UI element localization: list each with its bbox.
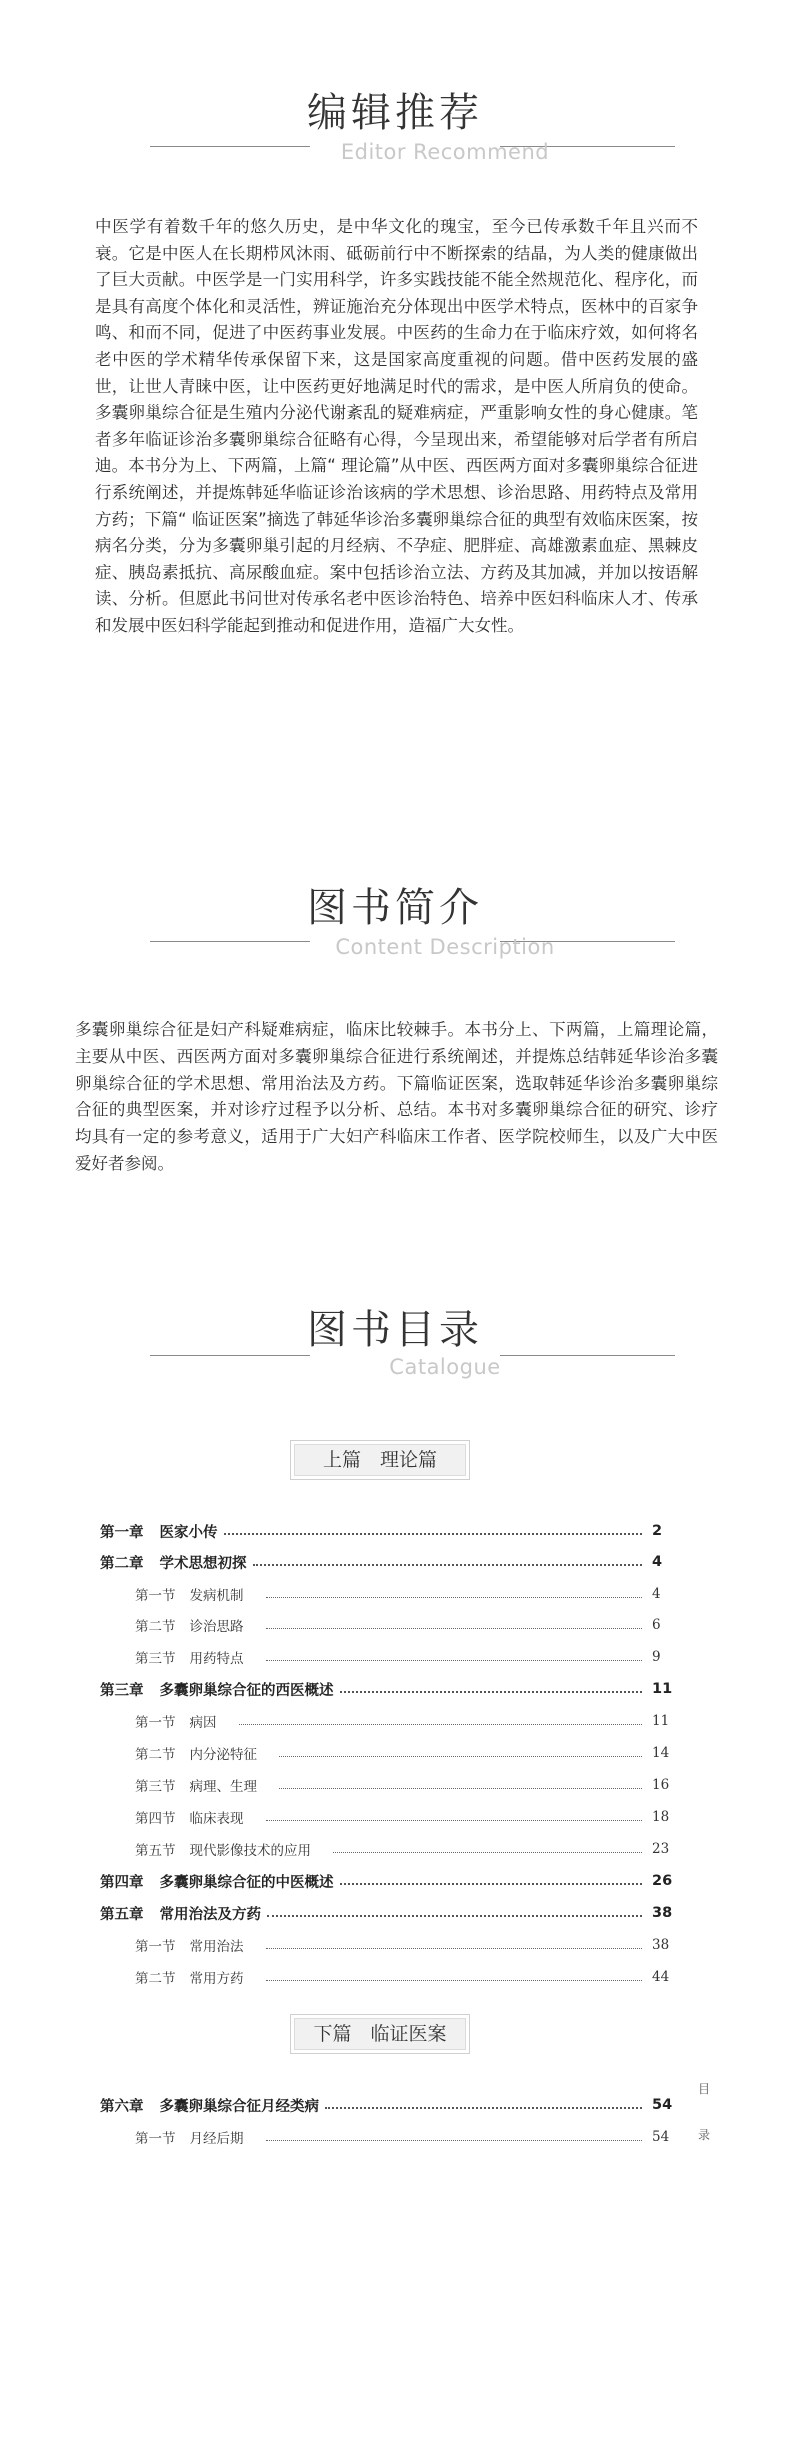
toc-section-row [135,1806,670,1828]
toc-dot-leader [224,1533,643,1535]
toc-entry-number: 第三章 [100,1682,144,1699]
toc-page-number: 2 [652,1523,663,1539]
toc-entry-title: 医家小传 [159,1524,218,1541]
toc-section-row [135,1614,670,1636]
toc-dot-leader [266,1948,643,1949]
toc-entry-number: 第二节 [135,1747,176,1763]
toc-entry-number: 第五节 [135,1843,176,1859]
toc-entry-title: 常用治法及方药 [159,1906,261,1923]
toc-page-number: 54 [652,2097,673,2113]
toc-section-row [135,1710,670,1732]
toc-page-number: 54 [652,2129,670,2145]
editor-recommend-text: 中医学有着数千年的悠久历史，是中华文化的瑰宝，至今已传承数千年且兴而不衰。它是中医人在长期栉风沐雨、砥砺前行中不断探索的结晶，为人类的健康做出了巨大贡献。中医学是一门实用科学，许多实践技能不能全然规范化、程序化，而是具有高度个体化和灵活性，辨证施治充分体现出中医学术特点，医林中的百家争鸣、和而不同，促进了中医药事业发展。中医药的生命力在于临床疗效，如何将名老中医的学术精华传承保留下来，这是国家高度重视的问题。借中医药发展的盛世，让世人青睐中医，让中医药更好地满足时代的需求，是中医人所肩负的使命。多囊卵巢综合征是生殖内分泌代谢紊乱的疑难病症，严重影响女性的身心健康。笔者多年临证诊治多囊卵巢综合征略有心得，今呈现出来，希望能够对后学者有所启迪。本书分为上、下两篇，上篇“ 理论篇”从中医、西医两方面对多囊卵巢综合征进行系统阐述，并提炼韩延华临证诊治该病的学术思想、诊治思路、用药特点及常用方药；下篇“ 临证医案”摘选了韩延华诊治多囊卵巢综合征的典型有效临床医案，按病名分类，分为多囊卵巢引起的月经病、不孕症、肥胖症、高雄激素血症、黑棘皮症、胰岛素抵抗、高尿酸血症。案中包括诊治立法、方药及其加减，并加以按语解读、分析。但愿此书问世对传承名老中医诊治特色、培养中医妇科临床人才、传承和发展中医妇科学能起到推动和促进作用，造福广大女性。 [95,217,698,635]
editor-section-subtitle: Editor Recommend [340,140,550,164]
toc-page-number: 16 [652,1777,670,1793]
toc-entry-title: 现代影像技术的应用 [189,1843,311,1859]
toc-dot-leader [266,1660,643,1661]
toc-dot-leader [325,2107,642,2109]
toc-entry-title: 发病机制 [189,1588,244,1604]
toc-dot-leader [266,1980,643,1981]
toc-page-number: 18 [652,1809,670,1825]
toc-dot-leader [266,1820,643,1821]
toc-section-title: 图书目录 [307,1307,483,1353]
intro-section-header [0,883,790,973]
part-two-label: 下篇 临证医案 [290,2014,470,2054]
toc-dot-leader [266,1597,643,1598]
toc-entry-title: 多囊卵巢综合征月经类病 [159,2098,319,2115]
toc-dot-leader [253,1564,643,1566]
toc-chapter-row [100,1678,673,1700]
toc-page-number: 11 [652,1681,673,1697]
toc-entry-title: 月经后期 [189,2131,244,2147]
toc-dot-leader [340,1883,643,1885]
toc-entry-number: 第一章 [100,1524,144,1541]
toc-entry-title: 诊治思路 [189,1619,244,1635]
toc-entry-number: 第四节 [135,1811,176,1827]
toc-dot-leader [279,1756,642,1757]
toc-entry-number: 第二节 [135,1619,176,1635]
toc-entry-number: 第一节 [135,1939,176,1955]
toc-page-number: 6 [652,1617,661,1633]
part-one-label: 上篇 理论篇 [290,1440,470,1480]
toc-entry-number: 第三节 [135,1779,176,1795]
toc-entry-number: 第三节 [135,1651,176,1667]
toc-section-row [135,1838,670,1860]
toc-chapter-row [100,1520,670,1542]
toc-entry-title: 多囊卵巢综合征的西医概述 [159,1682,334,1699]
toc-chapter-row [100,1551,670,1573]
toc-chapter-row [100,2094,673,2116]
toc-section-row [135,2126,670,2148]
toc-page-number: 26 [652,1873,673,1889]
toc-dot-leader [340,1691,643,1693]
editor-section-header [0,88,790,178]
toc-entry-title: 常用治法 [189,1939,244,1955]
toc-entry-number: 第一节 [135,2131,176,2147]
toc-dot-leader [333,1852,642,1853]
toc-page-number: 9 [652,1649,661,1665]
toc-entry-title: 多囊卵巢综合征的中医概述 [159,1874,334,1891]
toc-dot-leader [267,1915,642,1917]
toc-entry-number: 第二节 [135,1971,176,1987]
toc-chapter-row [100,1870,673,1892]
toc-page-number: 38 [652,1905,673,1921]
toc-page-number: 23 [652,1841,670,1857]
intro-section-subtitle: Content Description [335,935,555,959]
toc-dot-leader [266,2140,643,2141]
toc-dot-leader [266,1628,643,1629]
toc-section-row [135,1646,670,1668]
toc-page-number: 11 [652,1713,670,1729]
toc-dot-leader [279,1788,642,1789]
toc-page-number: 44 [652,1969,670,1985]
toc-entry-number: 第六章 [100,2098,144,2115]
intro-section-title: 图书简介 [307,885,483,931]
toc-chapter-row [100,1902,673,1924]
toc-entry-title: 临床表现 [189,1811,244,1827]
toc-entry-title: 内分泌特征 [189,1747,257,1763]
toc-dot-leader [239,1724,643,1725]
toc-page-number: 4 [652,1586,661,1602]
toc-page-number: 14 [652,1745,670,1761]
content-description-text: 多囊卵巢综合征是妇产科疑难病症，临床比较棘手。本书分上、下两篇，上篇理论篇，主要从中医、西医两方面对多囊卵巢综合征进行系统阐述，并提炼总结韩延华诊治多囊卵巢综合征的学术思想、常用治法及方药。下篇临证医案，选取韩延华诊治多囊卵巢综合征的典型医案，并对诊疗过程予以分析、总结。本书对多囊卵巢综合征的研究、诊疗均具有一定的参考意义，适用于广大妇产科临床工作者、医学院校师生，以及广大中医爱好者参阅。 [75,1020,718,1173]
toc-entry-number: 第四章 [100,1874,144,1891]
toc-entry-number: 第一节 [135,1715,176,1731]
toc-section-row [135,1774,670,1796]
toc-entry-title: 病理、生理 [189,1779,257,1795]
side-mark-top: 目 [698,2082,711,2096]
toc-entry-number: 第二章 [100,1555,144,1572]
toc-page-number: 38 [652,1937,670,1953]
toc-section-header [0,1305,790,1395]
toc-entry-title: 常用方药 [189,1971,244,1987]
toc-section-row [135,1934,670,1956]
toc-entry-number: 第一节 [135,1588,176,1604]
editor-section-title: 编辑推荐 [307,90,483,136]
toc-section-row [135,1742,670,1764]
toc-page-number: 4 [652,1554,663,1570]
toc-section-row [135,1583,670,1605]
toc-entry-title: 病因 [189,1715,217,1731]
toc-section-row [135,1966,670,1988]
toc-entry-title: 学术思想初探 [159,1555,247,1572]
toc-entry-title: 用药特点 [189,1651,244,1667]
toc-entry-number: 第五章 [100,1906,144,1923]
side-mark-bottom: 录 [698,2128,711,2142]
toc-section-subtitle: Catalogue [389,1355,501,1379]
